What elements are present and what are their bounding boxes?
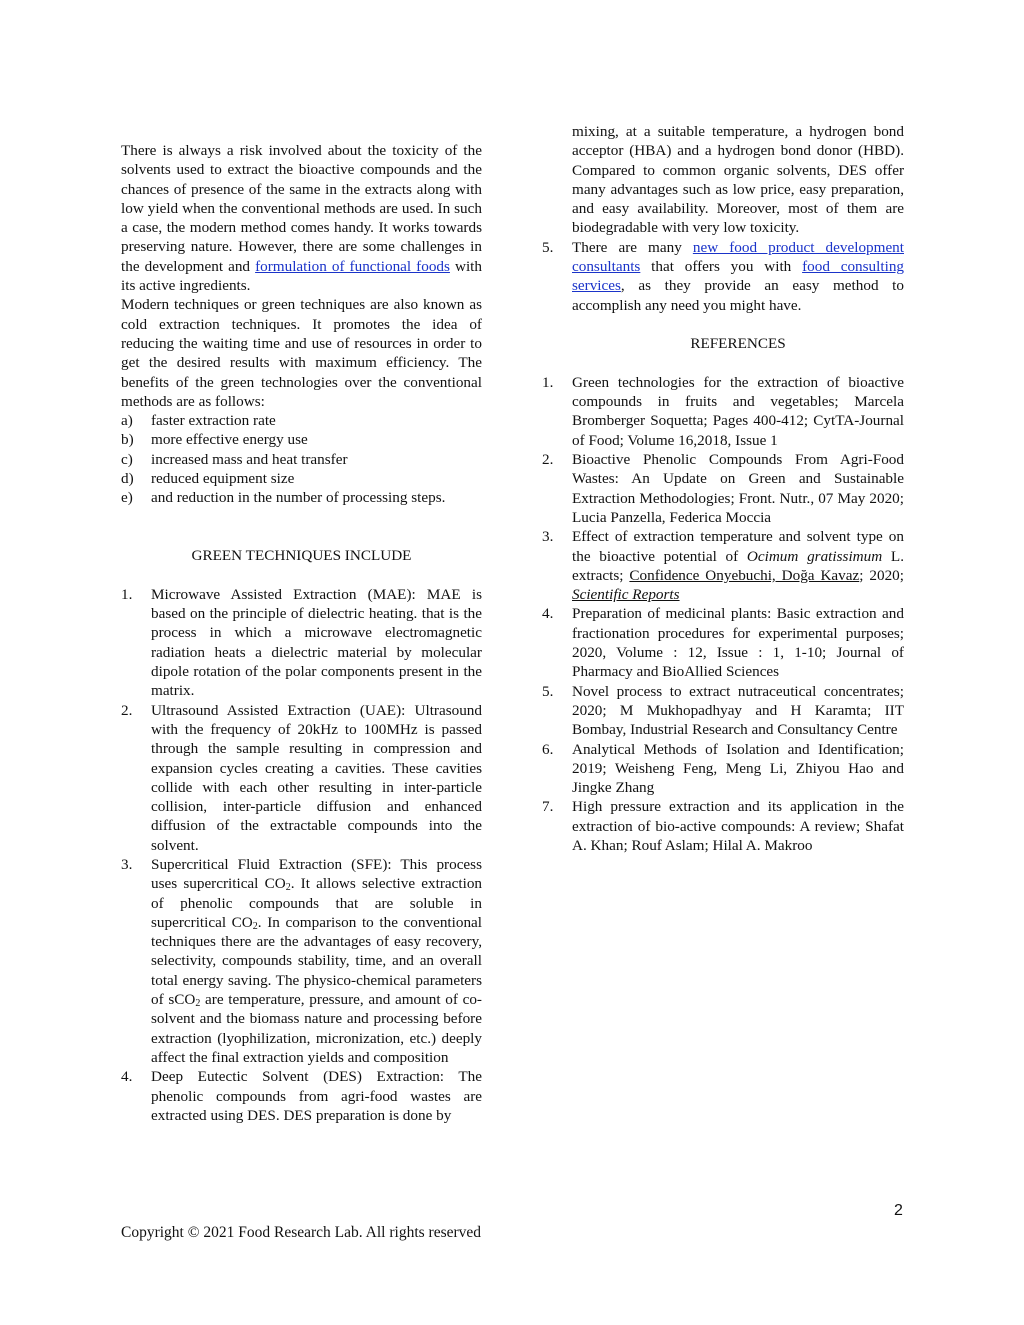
reference-text: Preparation of medicinal plants: Basic extraction and fractionation procedures for experimental purposes; 2020, Volume : 12, Issue : 1, 1-10; Journal of Pharmacy and BioAllied Sciences <box>572 605 904 681</box>
reference-item <box>542 682 904 740</box>
reference-item <box>542 450 904 527</box>
technique-consultants <box>542 238 905 315</box>
reference-authors-link[interactable]: Confidence Onyebuchi, Doğa Kavaz <box>629 566 860 584</box>
list-item-text: . In comparison to the conventional techniques there are the advantages of easy recovery, selectivity, compounds stability, time, and an overall total energy saving. The physico-chemical parameters of sCO <box>151 913 482 1009</box>
list-marker: e) <box>121 489 133 507</box>
list-item-text: that offers you with <box>640 258 803 276</box>
list-item-text: more effective energy use <box>151 431 308 449</box>
reference-text: Analytical Methods of Isolation and Identification; 2019; Weisheng Feng, Meng Li, Zhiyou Hao and Jingke Zhang <box>572 740 904 797</box>
technique-sfe <box>121 855 482 1067</box>
technique-uae <box>121 701 482 855</box>
subscript: 2 <box>195 998 201 1010</box>
list-item-text: . It allows selective extraction of phenolic compounds that are soluble in supercritical CO <box>151 875 483 931</box>
reference-item <box>542 527 904 604</box>
list-item-text: Ultrasound Assisted Extraction (UAE): Ultrasound with the frequency of 20kHz to 100MHz is passed through the sample resulting in compression and expansion cycles creating a cavities. These cavities collide with each other resulting in inter-particle collision, inter-particle diffusion and enhanced diffusion of the extractable compounds into the solvent. <box>151 701 482 854</box>
list-item <box>121 450 482 469</box>
list-item <box>121 430 482 449</box>
intro-paragraph <box>121 141 482 295</box>
list-item-text: are temperature, pressure, and amount of co-solvent and the biomass nature and processing before extraction (lyophilization, micronization, etc.) deeply affect the final extraction yields and composition <box>151 991 482 1066</box>
reference-text: L. extracts; <box>572 547 904 584</box>
journal-link[interactable]: Scientific Reports <box>572 586 680 604</box>
list-marker: 5. <box>542 238 554 256</box>
reference-text: High pressure extraction and its application in the extraction of bio-active compounds: A review; Shafat A. Khan; Rouf Aslam; Hilal A. Makroo <box>572 798 904 854</box>
reference-item <box>542 373 904 450</box>
list-marker: 1. <box>542 373 554 391</box>
list-marker: 1. <box>121 585 133 603</box>
list-item-text: Deep Eutectic Solvent (DES) Extraction: The phenolic compounds from agri-food wastes are extracted using DES. DES preparation is done by <box>151 1068 482 1124</box>
functional-foods-link[interactable]: formulation of functional foods <box>255 257 450 275</box>
technique-mae <box>121 585 482 701</box>
references-list <box>542 373 904 855</box>
right-column <box>542 122 905 855</box>
copyright-footer: Copyright © 2021 Food Research Lab. All rights reserved <box>121 1224 482 1241</box>
des-continuation: mixing, at a suitable temperature, a hydrogen bond acceptor (HBA) and a hydrogen bond donor (HBD). Compared to common organic solvents, DES offer many advantages such as low price, easy preparation, and easy availability. Moreover, most of them are biodegradable with very low toxicity. <box>572 123 904 237</box>
list-marker: 4. <box>542 605 554 623</box>
list-item-text: There are many <box>572 238 693 256</box>
list-marker: a) <box>121 412 133 430</box>
reference-item <box>542 604 904 681</box>
list-marker: 6. <box>542 740 554 758</box>
subscript: 2 <box>285 882 291 894</box>
list-item-text: Supercritical Fluid Extraction (SFE): This process uses supercritical CO <box>151 855 482 893</box>
list-marker: 2. <box>542 451 554 469</box>
reference-text: Effect of extraction temperature and solvent type on the bioactive potential of <box>572 528 904 565</box>
list-marker: 2. <box>121 701 133 719</box>
subscript: 2 <box>252 920 258 932</box>
list-marker: 3. <box>121 855 133 873</box>
list-marker: 4. <box>121 1068 133 1086</box>
benefits-list <box>121 411 482 507</box>
food-consulting-services-link[interactable]: food consulting services <box>572 258 905 295</box>
list-item-text: and reduction in the number of processing steps. <box>151 489 446 507</box>
list-item <box>121 411 482 430</box>
list-marker: 7. <box>542 798 554 816</box>
list-marker: b) <box>121 431 134 449</box>
green-techniques-heading: GREEN TECHNIQUES INCLUDE <box>191 547 412 565</box>
list-marker: 3. <box>542 528 554 546</box>
techniques-list <box>121 585 482 1125</box>
references-heading: REFERENCES <box>690 335 786 353</box>
reference-text: ; 2020; <box>859 566 904 584</box>
list-item <box>121 488 482 507</box>
left-column <box>121 141 482 1125</box>
list-marker: d) <box>121 470 134 488</box>
reference-text: Novel process to extract nutraceutical concentrates; 2020; M Mukhopadhyay and H Karamta; IIT Bombay, Industrial Research and Consultancy Centre <box>572 682 904 739</box>
list-marker: c) <box>121 450 133 468</box>
technique-des <box>121 1067 482 1125</box>
reference-text: Green technologies for the extraction of bioactive compounds in fruits and vegetables; Marcela Bromberger Soquetta; Pages 400-412; CytTA-Journal of Food; Volume 16,2018, Issue 1 <box>572 373 904 449</box>
list-item <box>121 469 482 488</box>
list-item-text: , as they provide an easy method to accomplish any need you might have. <box>572 277 904 314</box>
product-development-consultants-link[interactable]: new food product development consultants <box>572 238 904 276</box>
reference-item <box>542 740 904 798</box>
intro-text: There is always a risk involved about the toxicity of the solvents used to extract the bioactive compounds and the chances of presence of the same in the extracts along with low yield when the conventional methods are used. In such a case, the modern method comes handy. It works towards preserving nature. However, there are some challenges in the development and <box>121 142 482 275</box>
list-item-text: Microwave Assisted Extraction (MAE): MAE is based on the principle of dielectric heating. that is the process in which a microwave electromagnetic radiation heats a dielectric material by molecular dipole rotation of the polar components present in the matrix. <box>151 585 482 700</box>
reference-text: Bioactive Phenolic Compounds From Agri-Food Wastes: An Update on Green and Sustainable Extraction Methodologies; Front. Nutr., 07 May 2020; Lucia Panzella, Federica Moccia <box>572 451 904 526</box>
list-item-text: faster extraction rate <box>151 412 276 430</box>
species-name: Ocimum gratissimum <box>746 547 883 565</box>
page-number: 2 <box>894 1202 903 1219</box>
list-marker: 5. <box>542 682 554 700</box>
modern-techniques-paragraph: Modern techniques or green techniques are also known as cold extraction techniques. It promotes the idea of reducing the waiting time and use of resources in order to get the desired results with maximum efficiency. The benefits of the green technologies over the conventional methods are as follows: <box>121 296 482 410</box>
list-item-text: reduced equipment size <box>151 470 295 488</box>
reference-item <box>542 797 904 855</box>
list-item-text: increased mass and heat transfer <box>151 450 348 468</box>
intro-text-end: with its active ingredients. <box>121 257 482 295</box>
